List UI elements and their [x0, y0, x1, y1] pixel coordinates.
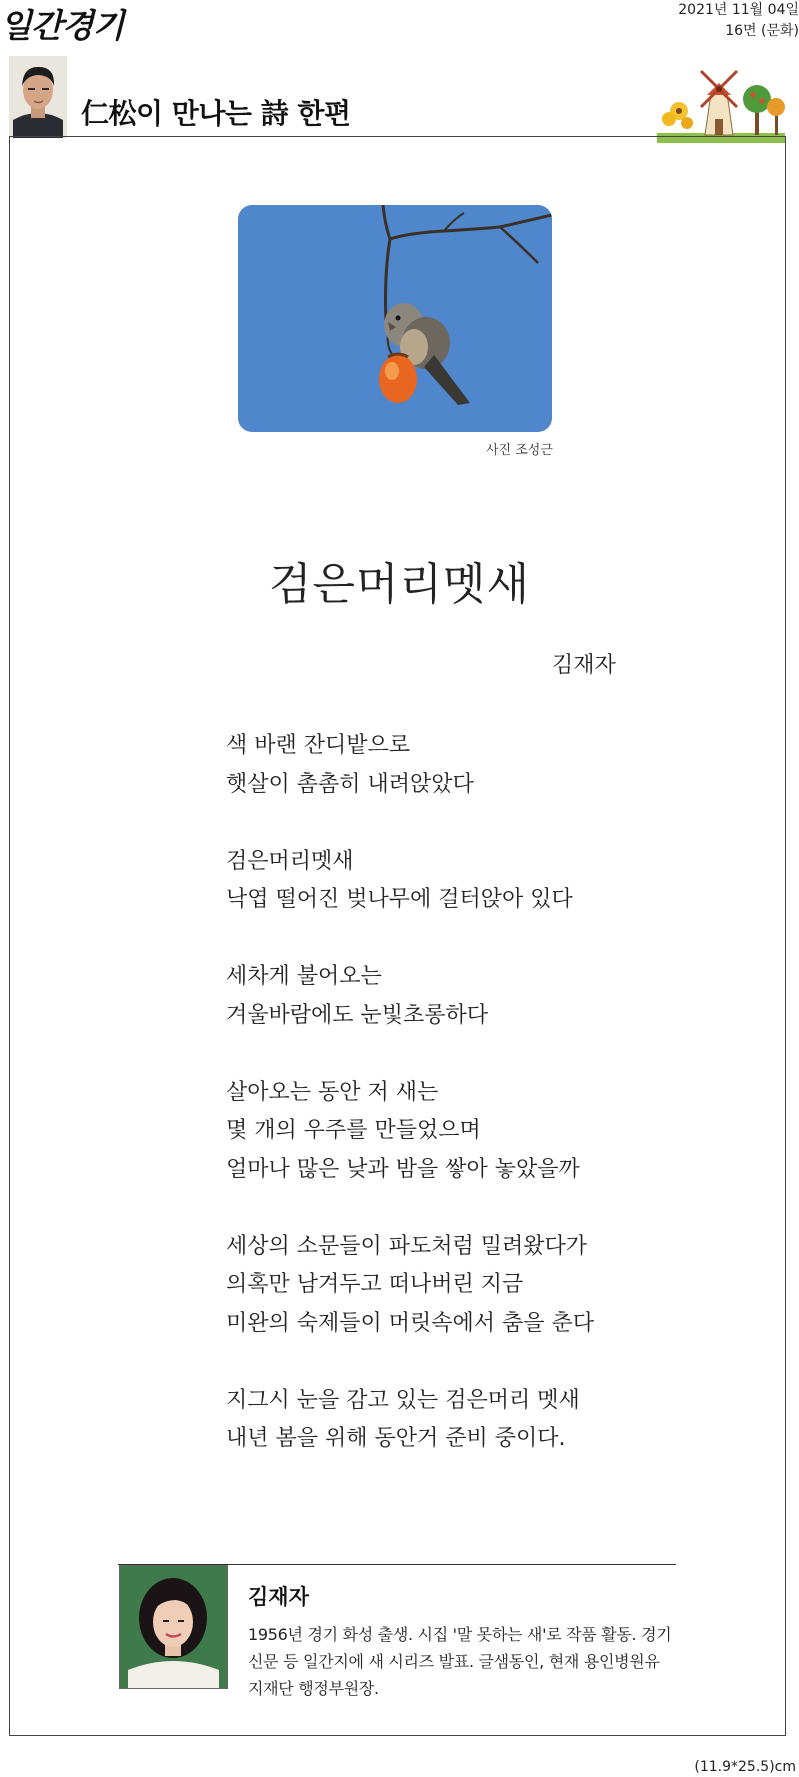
bio-description — [248, 1621, 688, 1702]
poem-line: 햇살이 촘촘히 내려앉았다 — [226, 771, 474, 797]
poem-line: 얼마나 많은 낮과 밤을 쌓아 놓았을까 — [226, 1156, 580, 1182]
poem-line: 내년 봄을 위해 동안거 준비 중이다. — [226, 1426, 566, 1451]
poem-line: 미완의 숙제들이 머릿속에서 춤을 춘다 — [226, 1310, 595, 1336]
bio-author-name: 김재자 — [248, 1585, 309, 1609]
poem-body — [226, 727, 594, 1459]
poem-line: 지그시 눈을 감고 있는 검은머리 멧새 — [226, 1387, 580, 1413]
poem-title: 검은머리멧새 — [268, 559, 531, 610]
poem-line: 낙엽 떨어진 벚나무에 걸터앉아 있다 — [226, 887, 573, 912]
size-note: (11.9*25.5)cm — [694, 1759, 796, 1775]
poem-line: 검은머리멧새 — [226, 848, 354, 874]
poem-line: 색 바랜 잔디밭으로 — [226, 733, 411, 758]
bird-photo — [238, 205, 552, 432]
photo-credit: 사진 조성근 — [486, 443, 553, 458]
bio-line: 1956년 경기 화성 출생. 시집 '말 못하는 새'로 작품 활동. 경기 — [248, 1625, 672, 1644]
poem-line: 의혹만 남겨두고 떠나버린 지금 — [226, 1272, 524, 1297]
poem-line: 세차게 불어오는 — [226, 964, 382, 989]
poem-author: 김재자 — [552, 653, 616, 678]
poem-line: 몇 개의 우주를 만들었으며 — [226, 1118, 481, 1143]
author-portrait — [119, 1565, 228, 1689]
bio-line: 신문 등 일간지에 새 시리즈 발표. 글샘동인, 현재 용인병원유 — [248, 1652, 660, 1671]
windmill-illustration — [657, 63, 785, 143]
poem-line: 살아오는 동안 저 새는 — [226, 1079, 439, 1105]
columnist-portrait — [9, 56, 67, 138]
publish-date: 2021년 11월 04일 — [678, 2, 799, 18]
bio-line: 지재단 행정부원장. — [248, 1679, 379, 1698]
masthead-logo: 일간경기 — [0, 6, 124, 45]
poem-line: 세상의 소문들이 파도처럼 밀려왔다가 — [226, 1233, 588, 1259]
poem-line: 겨울바람에도 눈빛초롱하다 — [226, 1002, 489, 1028]
dateline — [678, 0, 799, 42]
column-title: 仁松이 만나는 詩 한편 — [81, 97, 351, 130]
page-section: 16면 (문화) — [725, 23, 799, 39]
